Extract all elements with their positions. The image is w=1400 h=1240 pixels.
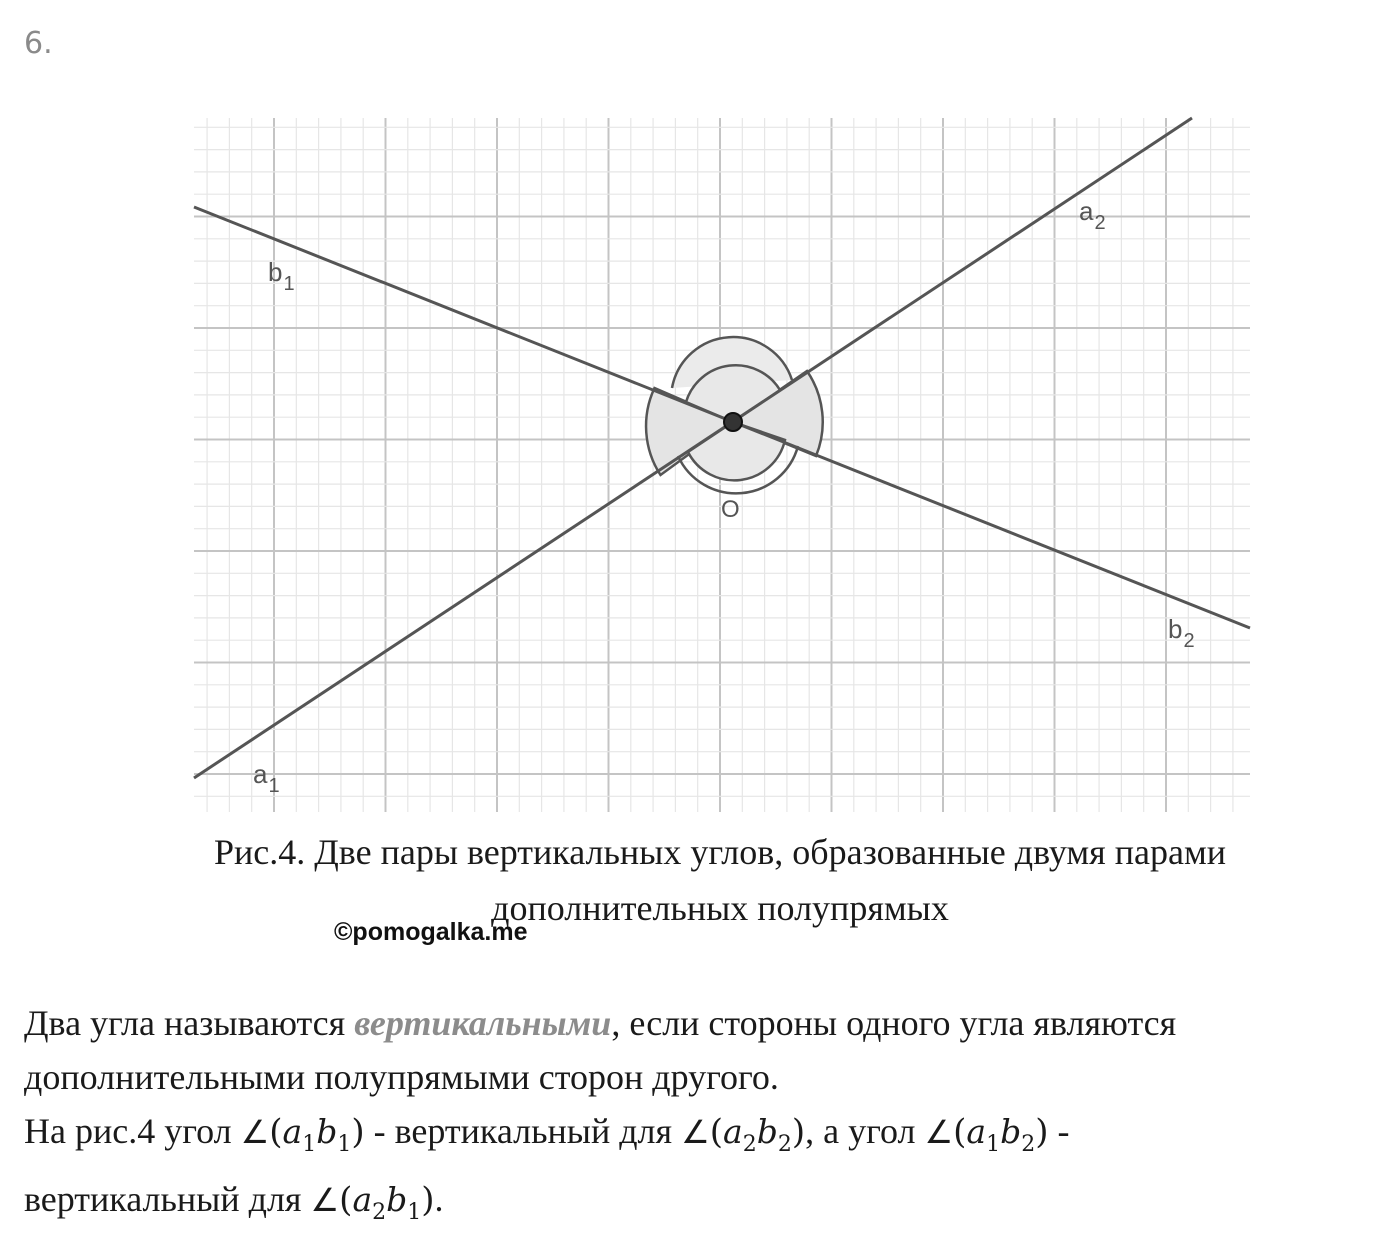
text-segment: Два угла называются bbox=[24, 1003, 355, 1043]
term-vertical: вертикальными bbox=[354, 1003, 612, 1043]
label-b1: $b_1$ bbox=[268, 257, 295, 295]
text-segment: На рис.4 угол bbox=[24, 1111, 241, 1151]
math-angle-a2b2: $\angle(a_2b_2)$ bbox=[681, 1112, 806, 1157]
text-segment: . bbox=[434, 1179, 444, 1219]
text-segment: вертикальный для bbox=[24, 1179, 311, 1219]
watermark: ©pomogalka.me bbox=[334, 918, 528, 946]
text-line-2: дополнительными полупрямыми сторон другого. bbox=[24, 1057, 779, 1097]
label-a2: $a_2$ bbox=[1079, 196, 1106, 234]
math-angle-a1b2: $\angle(a_1b_2)$ bbox=[924, 1112, 1049, 1157]
label-o: O bbox=[721, 496, 740, 523]
text-segment: - bbox=[1048, 1111, 1070, 1151]
text-segment: , если стороны одного угла являются bbox=[611, 1003, 1177, 1043]
math-angle-a1b1: $\angle(a_1b_1)$ bbox=[240, 1112, 365, 1157]
definition-text bbox=[24, 996, 1384, 1240]
caption-line-2: дополнительных полупрямых bbox=[491, 888, 949, 928]
text-segment: , а угол bbox=[805, 1111, 925, 1151]
label-b2: $b_2$ bbox=[1168, 614, 1195, 652]
label-a1: $a_1$ bbox=[253, 759, 280, 797]
point-o bbox=[724, 413, 742, 431]
text-line-1 bbox=[24, 996, 1384, 1050]
figure-caption bbox=[100, 824, 1340, 936]
text-segment: - вертикальный для bbox=[364, 1111, 682, 1151]
page-number: 6. bbox=[24, 26, 53, 61]
text-line-3 bbox=[24, 1104, 1384, 1172]
text-line-4 bbox=[24, 1172, 1384, 1240]
math-angle-a2b1: $\angle(a_2b_1)$ bbox=[310, 1180, 435, 1225]
caption-line-1: Рис.4. Две пары вертикальных углов, образованные двумя парами bbox=[213, 832, 1226, 872]
